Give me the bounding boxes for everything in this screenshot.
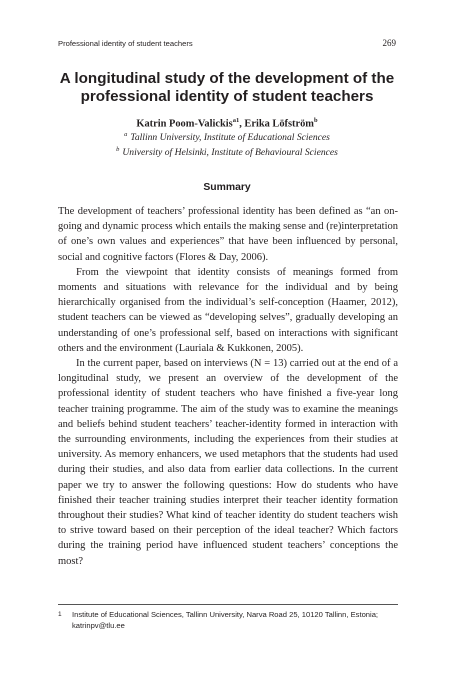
summary-paragraph: From the viewpoint that identity consists of meanings formed from moments and situations with relevance for the individual and by being hierarchically organised from the individual’s self-conception (Haamer, 2012), student teachers can be viewed as “developing selves”, gradually developing an understanding of one’s professional self, based on interactions with significant others and the environment (Lauriala & Kukkonen, 2005).: [58, 266, 398, 354]
summary-paragraph: In the current paper, based on interviews (N = 13) carried out at the end of a longitudinal study, we present an overview of the development of the professional identity of student teachers who have finished a five-year long teacher training programme. The aim of the study was to examine the meanings and beliefs behind student teachers’ teacher-identity formed in interaction with the surrounding environments, including the experiences from their studies at university. As memory enhancers, we used metaphors that the students had used during their studies, and also data from earlier data collections. In the current paper we try to answer the following questions: How do students who have finished their teacher training studies interpret their teacher identity formation throughout their studies? What kind of teacher identity do student teachers wish to strive toward based on their perception of the ideal teacher? Which factors during the training period have influenced student teachers’ conceptions the most?: [58, 358, 398, 567]
author-name: Erika Löfström: [244, 118, 314, 130]
running-header: [58, 38, 396, 48]
affiliation-text: Tallinn University, Institute of Educational Sciences: [130, 132, 330, 144]
author-line: [40, 117, 414, 129]
affiliation-mark: a: [124, 131, 128, 138]
affiliation-mark: b: [116, 146, 120, 153]
summary-body: [58, 204, 398, 569]
article-title: A longitudinal study of the development of the professional identity of student teachers: [59, 70, 395, 105]
author-separator: ,: [239, 118, 245, 130]
footnote-rule: [58, 604, 398, 605]
author-affiliation-mark: a1: [232, 117, 240, 124]
footnote: [58, 609, 398, 631]
summary-paragraph: The development of teachers’ professional identity has been defined as “an on-going and dynamic process which entails the making sense and (re)interpretation of one’s own values and experiences” that have been influenced by personal, social and cognitive factors (Flores & Day, 2006).: [58, 206, 398, 263]
author-affiliation-mark: b: [313, 117, 318, 124]
affiliation-text: University of Helsinki, Institute of Behavioural Sciences: [122, 147, 338, 159]
footnote-text: Institute of Educational Sciences, Tallinn University, Narva Road 25, 10120 Tallinn, Estonia; katrinpv@tlu.ee: [72, 610, 379, 630]
running-title: Professional identity of student teachers: [58, 39, 193, 48]
page-number: 269: [382, 38, 396, 48]
affiliation-b: [40, 146, 414, 158]
affiliation-a: [40, 131, 414, 143]
author-name: Katrin Poom-Valickis: [136, 118, 233, 130]
footnote-mark: 1: [58, 611, 62, 618]
summary-heading: Summary: [203, 182, 251, 193]
